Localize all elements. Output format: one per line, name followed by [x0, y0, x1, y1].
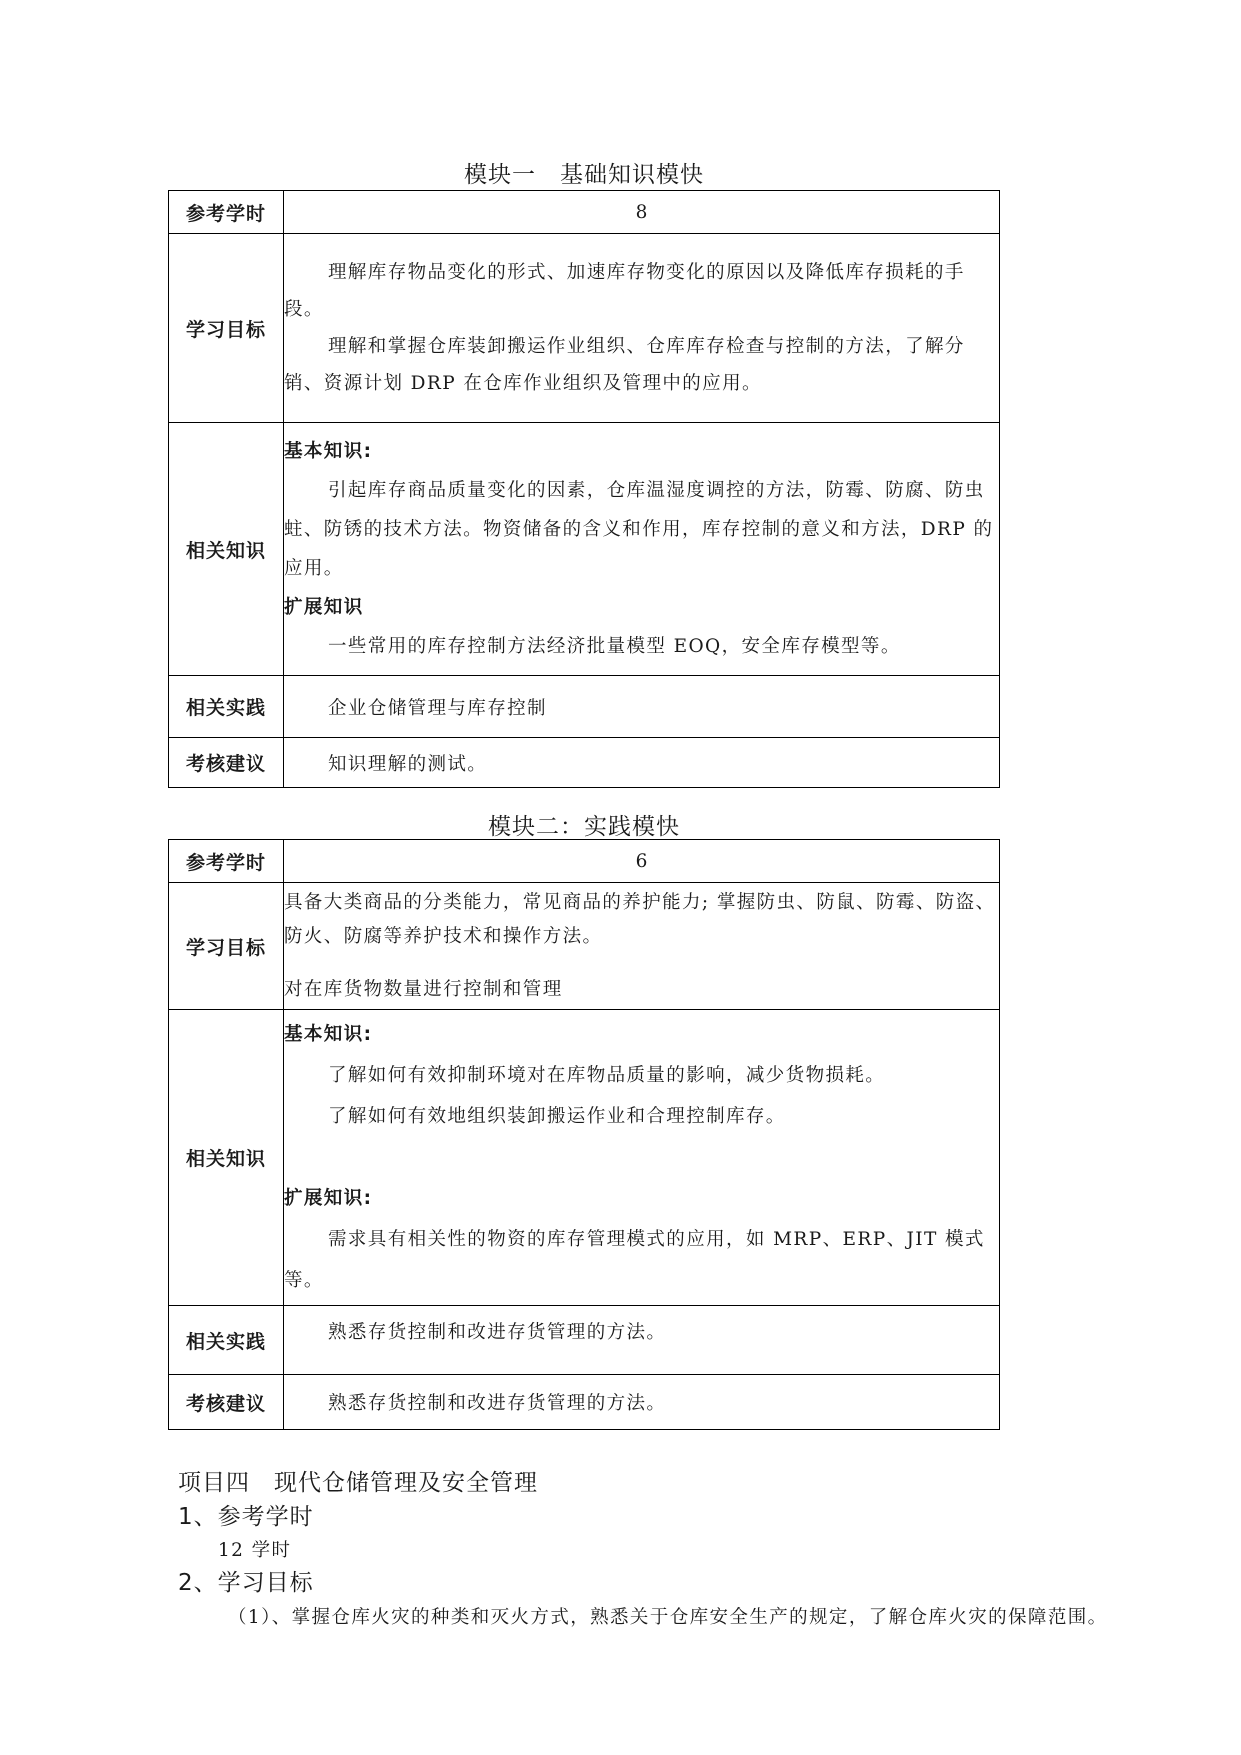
objectives-content [284, 883, 1000, 1010]
module1-hours-row [169, 191, 1000, 234]
module1-objectives-row [169, 234, 1000, 423]
section2-text: （1）、掌握仓库火灾的种类和灭火方式，熟悉关于仓库安全生产的规定，了解仓库火灾的保障范围。 [228, 1607, 1108, 1628]
ext-heading: 扩展知识 [284, 597, 364, 618]
section1-text: 12 学时 [218, 1540, 292, 1561]
module1-practice-row [169, 676, 1000, 738]
assess-label: 考核建议 [169, 1375, 284, 1430]
ext-text: 需求具有相关性的物资的库存管理模式的应用，如 MRP、ERP、JIT 模式等。 [284, 1229, 985, 1291]
hours-value: 6 [284, 840, 1000, 883]
ext-text: 一些常用的库存控制方法经济批量模型 EOQ，安全库存模型等。 [328, 636, 901, 657]
assess-content [284, 738, 1000, 788]
practice-content [284, 676, 1000, 738]
objectives-label: 学习目标 [169, 234, 284, 423]
hours-label: 参考学时 [169, 191, 284, 234]
module1-title: 模块一 基础知识模快 [464, 162, 704, 188]
module2-practice-row [169, 1306, 1000, 1375]
objective-text: 具备大类商品的分类能力，常见商品的养护能力; 掌握防虫、防鼠、防霉、防盗、防火、防腐等养护技术和操作方法。 [284, 891, 996, 947]
section1-heading: 1、参考学时 [178, 1504, 314, 1530]
basic-heading: 基本知识: [284, 1024, 373, 1045]
practice-text: 企业仓储管理与库存控制 [328, 697, 547, 719]
module2-knowledge-row [169, 1010, 1000, 1306]
objectives-content [284, 234, 1000, 423]
assess-content [284, 1375, 1000, 1430]
assess-text: 知识理解的测试。 [328, 753, 488, 775]
section2-heading: 2、学习目标 [178, 1570, 314, 1596]
knowledge-content [284, 423, 1000, 676]
project4-title: 项目四 现代仓储管理及安全管理 [178, 1470, 538, 1496]
module2-objectives-row [169, 883, 1000, 1010]
basic-item: 了解如何有效抑制环境对在库物品质量的影响，减少货物损耗。 [328, 1065, 886, 1086]
assess-text: 熟悉存货控制和改进存货管理的方法。 [328, 1393, 667, 1414]
assess-label: 考核建议 [169, 738, 284, 788]
knowledge-label: 相关知识 [169, 423, 284, 676]
module2-hours-row [169, 840, 1000, 883]
objective-text: 理解和掌握仓库装卸搬运作业组织、仓库库存检查与控制的方法，了解分销、资源计划 DRP 在仓库作业组织及管理中的应用。 [284, 336, 965, 394]
knowledge-content [284, 1010, 1000, 1306]
module2-assess-row [169, 1375, 1000, 1430]
module1-table [168, 190, 1000, 788]
basic-heading: 基本知识: [284, 441, 373, 462]
objective-text: 对在库货物数量进行控制和管理 [284, 978, 563, 1000]
knowledge-label: 相关知识 [169, 1010, 284, 1306]
hours-label: 参考学时 [169, 840, 284, 883]
module2-table [168, 839, 1000, 1430]
basic-text: 引起库存商品质量变化的因素，仓库温湿度调控的方法，防霉、防腐、防虫蛀、防锈的技术方法。物资储备的含义和作用，库存控制的意义和方法，DRP 的应用。 [284, 480, 994, 579]
ext-heading: 扩展知识: [284, 1188, 373, 1209]
practice-text: 熟悉存货控制和改进存货管理的方法。 [328, 1322, 667, 1343]
practice-content [284, 1306, 1000, 1375]
basic-item: 了解如何有效地组织装卸搬运作业和合理控制库存。 [328, 1106, 786, 1127]
practice-label: 相关实践 [169, 676, 284, 738]
objective-text: 理解库存物品变化的形式、加速库存物变化的原因以及降低库存损耗的手段。 [284, 262, 965, 320]
module2-title: 模块二：实践模快 [488, 814, 680, 840]
hours-value: 8 [284, 191, 1000, 234]
module1-knowledge-row [169, 423, 1000, 676]
practice-label: 相关实践 [169, 1306, 284, 1375]
objectives-label: 学习目标 [169, 883, 284, 1010]
module1-assess-row [169, 738, 1000, 788]
